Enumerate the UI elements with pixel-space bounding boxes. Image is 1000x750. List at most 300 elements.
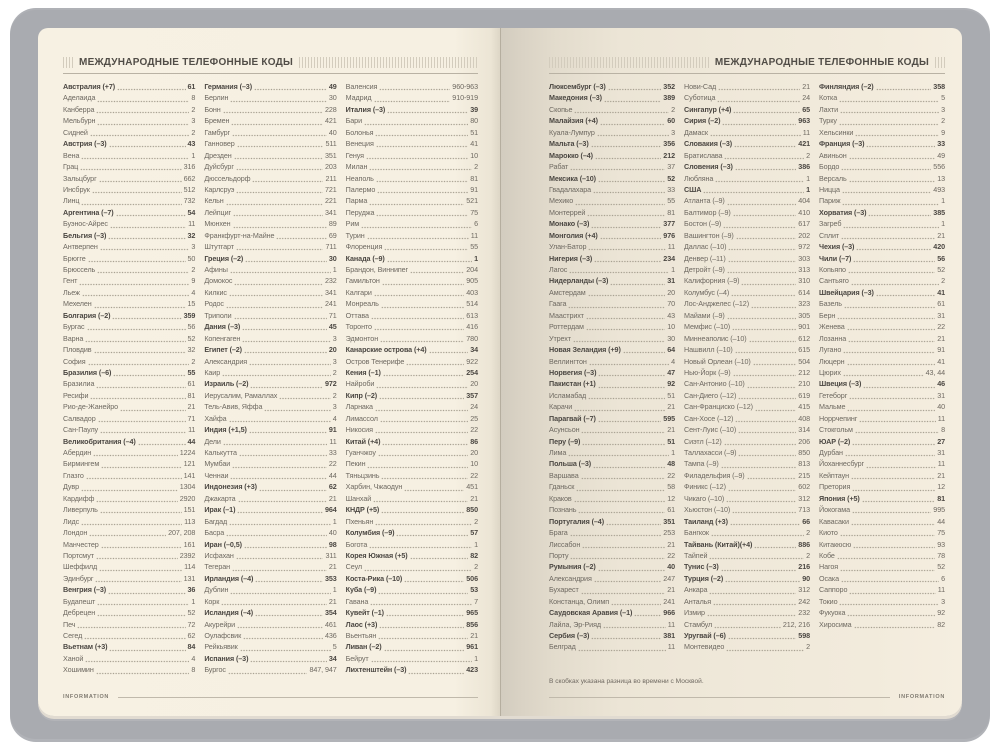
phone-code-row <box>204 196 336 207</box>
entry-name: Хельсинки <box>819 127 854 137</box>
entry-name: Мальме <box>819 402 846 412</box>
entry-code: 32 <box>187 230 196 240</box>
phone-code-row <box>346 471 478 482</box>
entry-name: Мемфис (–10) <box>684 322 731 332</box>
phone-code-row <box>549 517 675 528</box>
dot-leader <box>849 151 936 162</box>
dot-leader <box>240 642 331 653</box>
dot-leader <box>732 505 796 516</box>
entry-code: 602 <box>798 482 810 492</box>
entry-name: Люцерн <box>819 356 845 366</box>
entry-code: 901 <box>798 322 810 332</box>
dot-leader <box>876 288 935 299</box>
entry-name: Гуанчжоу <box>345 448 376 457</box>
page-header <box>63 56 478 69</box>
dot-leader <box>728 242 796 253</box>
entry-name: Анкара <box>684 585 708 595</box>
entry-code: 2 <box>332 367 337 377</box>
dot-leader <box>384 642 465 653</box>
entry-code: 404 <box>798 196 810 206</box>
dot-leader <box>598 414 662 425</box>
dot-leader <box>730 517 800 528</box>
phone-code-row <box>63 471 195 482</box>
entry-code: 24 <box>802 93 810 103</box>
phone-code-row <box>204 265 336 276</box>
phone-code-row <box>684 288 810 299</box>
phone-code-row <box>63 551 195 562</box>
entry-name: Австрия (–3) <box>63 139 107 149</box>
dot-leader <box>581 585 665 596</box>
entry-code: 662 <box>183 173 196 183</box>
entry-name: Монако (–3) <box>549 219 590 229</box>
phone-code-row <box>63 391 195 402</box>
entry-code: 33 <box>667 184 675 194</box>
entry-name: Лейпциг <box>204 207 232 217</box>
entry-code: 5 <box>332 642 337 652</box>
phone-code-row <box>204 139 336 150</box>
dot-leader <box>722 116 796 127</box>
entry-code: 1 <box>191 596 196 606</box>
entry-name: Дели <box>204 436 221 446</box>
dot-leader <box>586 322 665 333</box>
phone-code-row <box>346 254 478 265</box>
entry-name: Афины <box>204 265 228 274</box>
entry-code: 353 <box>324 573 337 583</box>
entry-name: Корея Южная (+5) <box>345 550 408 560</box>
entry-code: 381 <box>663 631 675 640</box>
header-hatch-right <box>299 57 478 68</box>
entry-name: Йокогама <box>819 505 850 515</box>
entry-name: Португалия (–4) <box>549 516 604 526</box>
phone-code-row <box>549 528 675 539</box>
phone-code-row <box>684 265 810 276</box>
entry-code: 58 <box>667 482 675 492</box>
dot-leader <box>87 322 186 333</box>
entry-code: 78 <box>937 550 945 560</box>
entry-code: 2920 <box>179 493 196 503</box>
dot-leader <box>841 162 931 173</box>
entry-name: Сирия (–2) <box>684 116 721 126</box>
entry-code: 98 <box>328 539 337 549</box>
phone-code-row <box>684 254 810 265</box>
phone-code-row <box>819 254 945 265</box>
entry-code: 9 <box>191 276 196 286</box>
phone-code-row <box>684 482 810 493</box>
entry-name: Торонто <box>345 322 372 332</box>
entry-code: 56 <box>937 253 945 263</box>
phone-code-row <box>549 105 675 116</box>
entry-code: 12 <box>937 482 945 492</box>
dot-leader <box>231 116 323 127</box>
phone-code-row <box>204 174 336 185</box>
entry-code: 316 <box>183 162 196 172</box>
entry-code: 31 <box>937 390 945 400</box>
phone-code-row <box>346 574 478 585</box>
entry-name: Бейрут <box>345 653 369 663</box>
entry-name: Хайфа <box>204 413 227 423</box>
entry-code: 963 <box>798 116 810 126</box>
entry-code: 51 <box>667 436 675 446</box>
page-title: МЕЖДУНАРОДНЫЕ ТЕЛЕФОННЫЕ КОДЫ <box>79 57 294 68</box>
page-footer <box>549 694 945 700</box>
dot-leader <box>600 231 662 242</box>
phone-code-row <box>684 414 810 425</box>
phone-code-row <box>684 562 810 573</box>
phone-code-row <box>346 208 478 219</box>
entry-code: 311 <box>325 550 337 560</box>
phone-code-row <box>819 265 945 276</box>
phone-code-row <box>204 608 336 619</box>
dot-leader <box>726 642 804 653</box>
entry-code: 44 <box>187 436 196 446</box>
dot-leader <box>747 471 797 482</box>
entry-code: 556 <box>933 162 945 172</box>
phone-code-row <box>346 414 478 425</box>
entry-name: Эдинбург <box>63 573 94 583</box>
phone-code-row <box>204 391 336 402</box>
dot-leader <box>733 368 797 379</box>
phone-code-row <box>549 459 675 470</box>
entry-code: 11 <box>667 242 675 252</box>
phone-code-row <box>63 299 195 310</box>
phone-code-row <box>549 620 675 631</box>
phone-code-row <box>346 551 478 562</box>
entry-code: 131 <box>183 573 196 583</box>
phone-code-row <box>346 299 478 310</box>
phone-code-row <box>204 105 336 116</box>
dot-leader <box>396 528 468 539</box>
entry-code: 721 <box>324 184 337 194</box>
header-rule <box>63 73 478 74</box>
phone-code-row <box>63 437 195 448</box>
dot-leader <box>88 254 186 265</box>
entry-code: 1 <box>332 265 337 274</box>
entry-code: 813 <box>798 459 810 469</box>
entry-code: 351 <box>324 150 337 160</box>
entry-name: Бонн <box>204 104 221 114</box>
entry-code: 203 <box>324 162 337 172</box>
entry-code: 11 <box>937 585 945 595</box>
entry-name: Коста-Рика (–10) <box>345 573 403 583</box>
phone-code-row <box>549 368 675 379</box>
entry-name: Мехико <box>549 196 574 206</box>
phone-code-row <box>346 597 478 608</box>
phone-code-row <box>549 448 675 459</box>
entry-code: 82 <box>470 550 478 560</box>
phone-code-row <box>819 471 945 482</box>
entry-code: 512 <box>183 184 196 194</box>
dot-leader <box>85 654 189 665</box>
entry-name: Китакюсю <box>819 539 852 549</box>
dot-leader <box>841 231 935 242</box>
entry-name: Сан-Паулу <box>63 425 99 435</box>
entry-name: Нагоя <box>819 562 839 572</box>
dot-leader <box>250 379 323 390</box>
entry-name: Денвер (–11) <box>684 253 726 263</box>
entry-name: Лиссабон <box>549 539 581 549</box>
entry-name: Женева <box>819 322 845 332</box>
entry-name: Познань <box>549 505 577 515</box>
dot-leader <box>109 139 186 150</box>
entry-code: 6 <box>941 573 945 583</box>
phone-code-row <box>549 608 675 619</box>
entry-code: 313 <box>798 265 810 274</box>
dot-leader <box>100 505 182 516</box>
phone-code-row <box>63 448 195 459</box>
dot-leader <box>598 562 666 573</box>
entry-name: Брюссель <box>63 265 96 274</box>
entry-code: 39 <box>470 104 478 114</box>
entry-code: 2 <box>191 104 196 114</box>
dot-leader <box>89 528 166 539</box>
entry-name: Лахти <box>819 104 839 114</box>
entry-code: 1 <box>474 253 478 263</box>
entry-code: 3 <box>332 356 337 366</box>
phone-code-row <box>819 185 945 196</box>
dot-leader <box>735 414 796 425</box>
phone-code-row <box>684 334 810 345</box>
entry-code: 36 <box>187 585 196 595</box>
entry-name: Харбин, Чжаодун <box>345 482 403 492</box>
phone-code-column <box>346 82 478 677</box>
entry-code: 216 <box>798 562 810 572</box>
phone-code-row <box>684 196 810 207</box>
dot-leader <box>381 471 468 482</box>
phone-code-row <box>549 334 675 345</box>
entry-code: 113 <box>184 516 196 526</box>
phone-code-row <box>684 551 810 562</box>
entry-name: Дувр <box>63 482 80 492</box>
entry-name: Канада (–9) <box>345 253 385 263</box>
dot-leader <box>717 93 800 104</box>
dot-leader <box>586 311 665 322</box>
entry-code: 221 <box>324 196 337 206</box>
phone-code-row <box>63 585 195 596</box>
entry-code: 341 <box>324 207 337 217</box>
dot-leader <box>387 105 468 116</box>
entry-name: Франкфурт-на-Майне <box>204 230 275 240</box>
entry-code: 82 <box>937 619 945 629</box>
entry-code: 24 <box>470 402 478 412</box>
phone-code-row <box>204 402 336 413</box>
phone-code-row <box>819 82 945 93</box>
dot-leader <box>732 322 796 333</box>
dot-leader <box>593 459 665 470</box>
entry-code: 25 <box>470 413 478 423</box>
dot-leader <box>232 562 327 573</box>
entry-name: Рейкьявик <box>204 642 238 652</box>
entry-code: 21 <box>667 425 675 435</box>
entry-code: 11 <box>470 230 478 240</box>
phone-code-row <box>204 128 336 139</box>
phone-code-row <box>819 208 945 219</box>
phone-code-row <box>549 551 675 562</box>
entry-code: 81 <box>470 173 478 183</box>
entry-name: Швеция (–3) <box>819 379 862 389</box>
dot-leader <box>574 494 666 505</box>
phone-code-row <box>549 574 675 585</box>
dot-leader <box>236 185 323 196</box>
entry-name: Вашингтон (–9) <box>684 230 734 240</box>
phone-code-row <box>549 139 675 150</box>
dot-leader <box>375 128 468 139</box>
dot-leader <box>373 494 468 505</box>
entry-code: 207, 208 <box>168 528 196 538</box>
phone-code-row <box>204 288 336 299</box>
phone-code-row <box>549 299 675 310</box>
entry-name: Саудовская Аравия (–1) <box>549 608 633 618</box>
entry-code: 713 <box>798 505 810 515</box>
footer-label: INFORMATION <box>63 694 110 700</box>
entry-code: 215 <box>798 470 810 480</box>
phone-code-row <box>346 105 478 116</box>
dot-leader <box>728 254 797 265</box>
entry-code: 55 <box>470 242 478 252</box>
dot-leader <box>369 162 472 173</box>
dot-leader <box>120 402 185 413</box>
phone-code-row <box>819 139 945 150</box>
phone-code-row <box>204 185 336 196</box>
phone-code-row <box>63 93 195 104</box>
entry-name: Тайпей <box>684 550 708 560</box>
entry-name: Пекин <box>345 459 366 469</box>
entry-code: 72 <box>187 619 196 629</box>
dot-leader <box>753 357 797 368</box>
entry-name: Колумбия (–9) <box>345 528 395 538</box>
dot-leader <box>364 562 472 573</box>
dot-leader <box>110 219 186 230</box>
phone-code-row <box>549 116 675 127</box>
phone-code-row <box>204 654 336 665</box>
entry-code: 8 <box>191 93 196 103</box>
entry-name: Чили (–7) <box>819 253 852 263</box>
phone-code-row <box>346 311 478 322</box>
entry-code: 617 <box>798 219 810 229</box>
dot-leader <box>608 82 662 93</box>
entry-code: 52 <box>937 562 945 572</box>
entry-name: Пакистан (+1) <box>549 379 596 389</box>
entry-name: Великобритания (–4) <box>63 436 136 446</box>
entry-name: Гаага <box>549 299 567 309</box>
dot-leader <box>842 196 939 207</box>
entry-code: 61 <box>187 379 196 389</box>
phone-code-row <box>204 93 336 104</box>
entry-code: 386 <box>798 162 810 172</box>
phone-code-row <box>204 242 336 253</box>
dot-leader <box>378 448 468 459</box>
phone-code-row <box>63 562 195 573</box>
entry-code: 521 <box>466 196 478 206</box>
dot-leader <box>374 93 451 104</box>
entry-name: Кардифф <box>63 493 95 503</box>
phone-code-row <box>684 540 810 551</box>
entry-name: Сан-Диего (–12) <box>684 390 737 400</box>
entry-code: 2 <box>332 390 337 400</box>
entry-code: 54 <box>187 207 196 217</box>
entry-name: Япония (+5) <box>819 493 860 503</box>
phone-code-row <box>819 345 945 356</box>
dot-leader <box>837 311 935 322</box>
phone-code-row <box>549 345 675 356</box>
dot-leader <box>84 631 185 642</box>
entry-name: Неаполь <box>345 173 374 183</box>
page-title: МЕЖДУНАРОДНЫЕ ТЕЛЕФОННЫЕ КОДЫ <box>714 57 929 68</box>
phone-code-row <box>63 219 195 230</box>
entry-name: Финляндия (–2) <box>819 82 874 91</box>
entry-code: 242 <box>798 596 810 606</box>
phone-code-row <box>204 345 336 356</box>
entry-code: 62 <box>187 631 196 640</box>
entry-name: Миннеаполис (–10) <box>684 333 747 343</box>
entry-code: 40 <box>328 528 337 538</box>
entry-code: 598 <box>798 631 810 640</box>
phone-code-row <box>63 517 195 528</box>
dot-leader <box>361 219 472 230</box>
phone-codes-columns <box>549 82 945 654</box>
phone-code-row <box>819 391 945 402</box>
entry-name: Аделаида <box>63 93 96 103</box>
entry-code: 53 <box>470 585 478 595</box>
dot-leader <box>99 562 182 573</box>
phone-code-row <box>204 597 336 608</box>
entry-name: Лозанна <box>819 333 847 343</box>
entry-code: 506 <box>466 573 478 583</box>
dot-leader <box>589 357 669 368</box>
entry-code: 11 <box>937 459 945 469</box>
dot-leader <box>859 414 935 425</box>
entry-code: 21 <box>937 230 945 240</box>
dot-leader <box>99 174 182 185</box>
dot-leader <box>233 219 327 230</box>
entry-name: Лаос (+3) <box>345 619 378 629</box>
phone-code-row <box>204 494 336 505</box>
entry-code: 3 <box>191 116 196 126</box>
phone-code-row <box>549 471 675 482</box>
entry-code: 93 <box>937 539 945 549</box>
entry-name: Турция (–2) <box>684 573 724 583</box>
dot-leader <box>244 540 327 551</box>
phone-code-row <box>549 93 675 104</box>
dot-leader <box>738 391 796 402</box>
dot-leader <box>116 208 186 219</box>
dot-leader <box>279 391 331 402</box>
phone-code-row <box>346 265 478 276</box>
entry-code: 75 <box>937 528 945 538</box>
entry-name: Лихтенштейн (–3) <box>345 665 407 675</box>
dot-leader <box>582 540 665 551</box>
entry-code: 886 <box>798 539 810 549</box>
phone-code-row <box>684 139 810 150</box>
entry-code: 1 <box>474 539 478 549</box>
entry-name: Претория <box>819 482 851 492</box>
entry-code: 21 <box>328 493 337 503</box>
entry-name: Парагвай (–7) <box>549 413 596 423</box>
dot-leader <box>223 437 328 448</box>
phone-code-row <box>684 219 810 230</box>
dot-leader <box>369 196 464 207</box>
entry-name: Кувейт (–1) <box>345 608 384 618</box>
entry-name: Брага <box>549 528 568 538</box>
dot-leader <box>77 620 185 631</box>
phone-code-row <box>346 528 478 539</box>
phone-code-row <box>63 82 195 93</box>
entry-name: Генуя <box>345 150 364 160</box>
phone-code-row <box>549 597 675 608</box>
entry-name: Дамаск <box>684 127 708 137</box>
entry-name: Александрия <box>204 356 248 366</box>
page-header <box>549 56 945 69</box>
entry-name: Куба (–9) <box>345 585 377 595</box>
